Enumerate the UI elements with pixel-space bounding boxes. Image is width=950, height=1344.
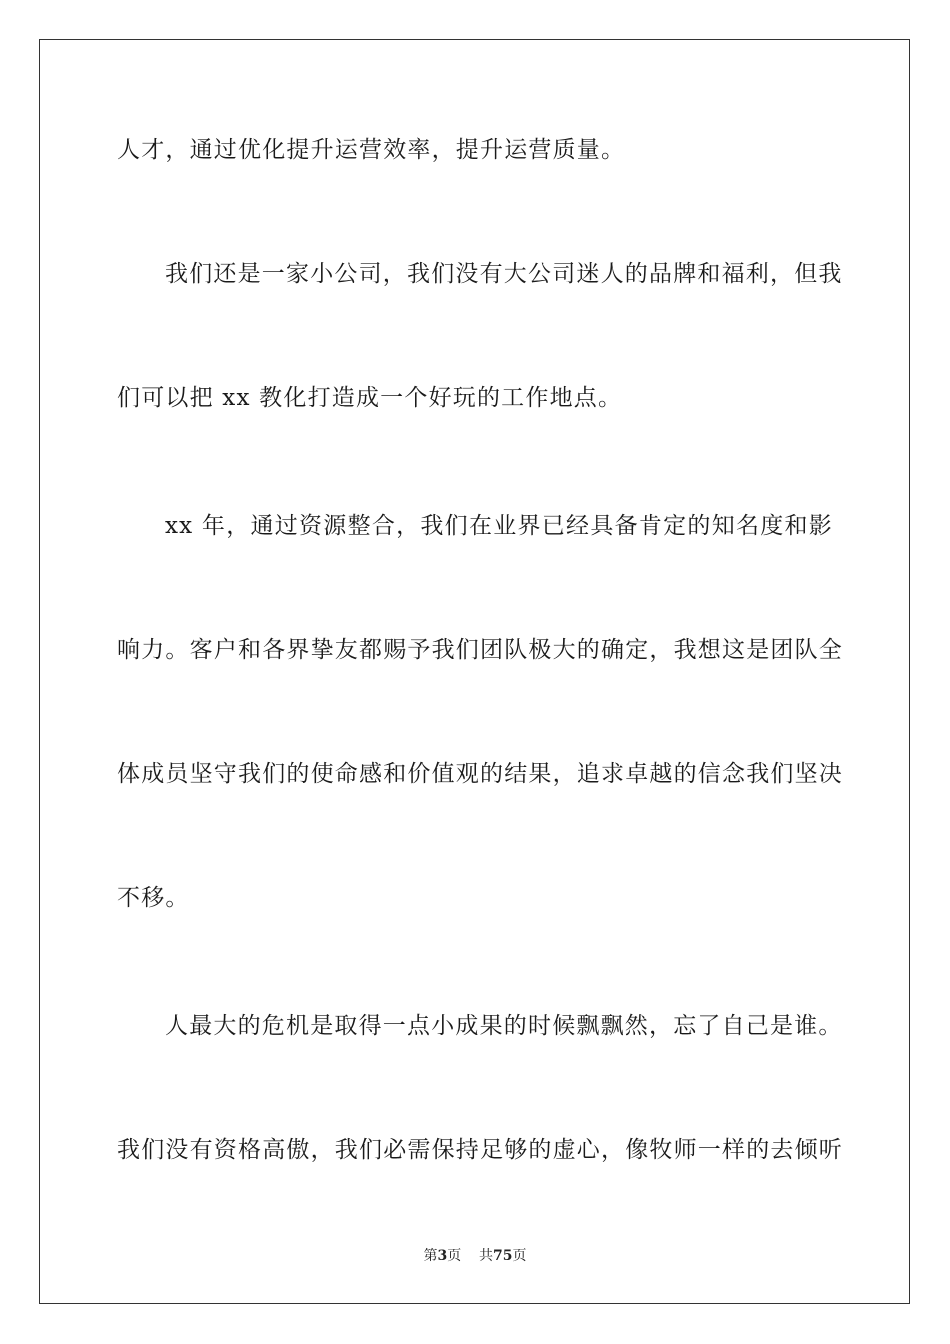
text-line-5: 响力。客户和各界挚友都赐予我们团队极大的确定，我想这是团队全 xyxy=(117,637,843,663)
text-line-8: 人最大的危机是取得一点小成果的时候飘飘然，忘了自己是谁。 xyxy=(165,1013,843,1039)
text-line-3: 们可以把 xx 教化打造成一个好玩的工作地点。 xyxy=(117,385,623,411)
text-line-4: xx 年，通过资源整合，我们在业界已经具备肯定的知名度和影 xyxy=(165,513,833,539)
text-line-9: 我们没有资格高傲，我们必需保持足够的虚心，像牧师一样的去倾听 xyxy=(117,1137,843,1163)
total-pages: 75 xyxy=(493,1248,513,1264)
page-footer xyxy=(0,1247,950,1265)
page-prefix: 第 xyxy=(423,1248,438,1264)
text-line-2: 我们还是一家小公司，我们没有大公司迷人的品牌和福利，但我 xyxy=(165,261,843,287)
text-line-7: 不移。 xyxy=(117,885,190,911)
page-suffix: 页 xyxy=(447,1248,462,1264)
page-border xyxy=(39,39,910,1304)
total-prefix: 共 xyxy=(479,1248,494,1264)
page-number: 3 xyxy=(437,1248,448,1264)
text-line-1: 人才，通过优化提升运营效率，提升运营质量。 xyxy=(117,137,626,163)
text-line-6: 体成员坚守我们的使命感和价值观的结果，追求卓越的信念我们坚决 xyxy=(117,761,843,787)
total-suffix: 页 xyxy=(512,1248,527,1264)
